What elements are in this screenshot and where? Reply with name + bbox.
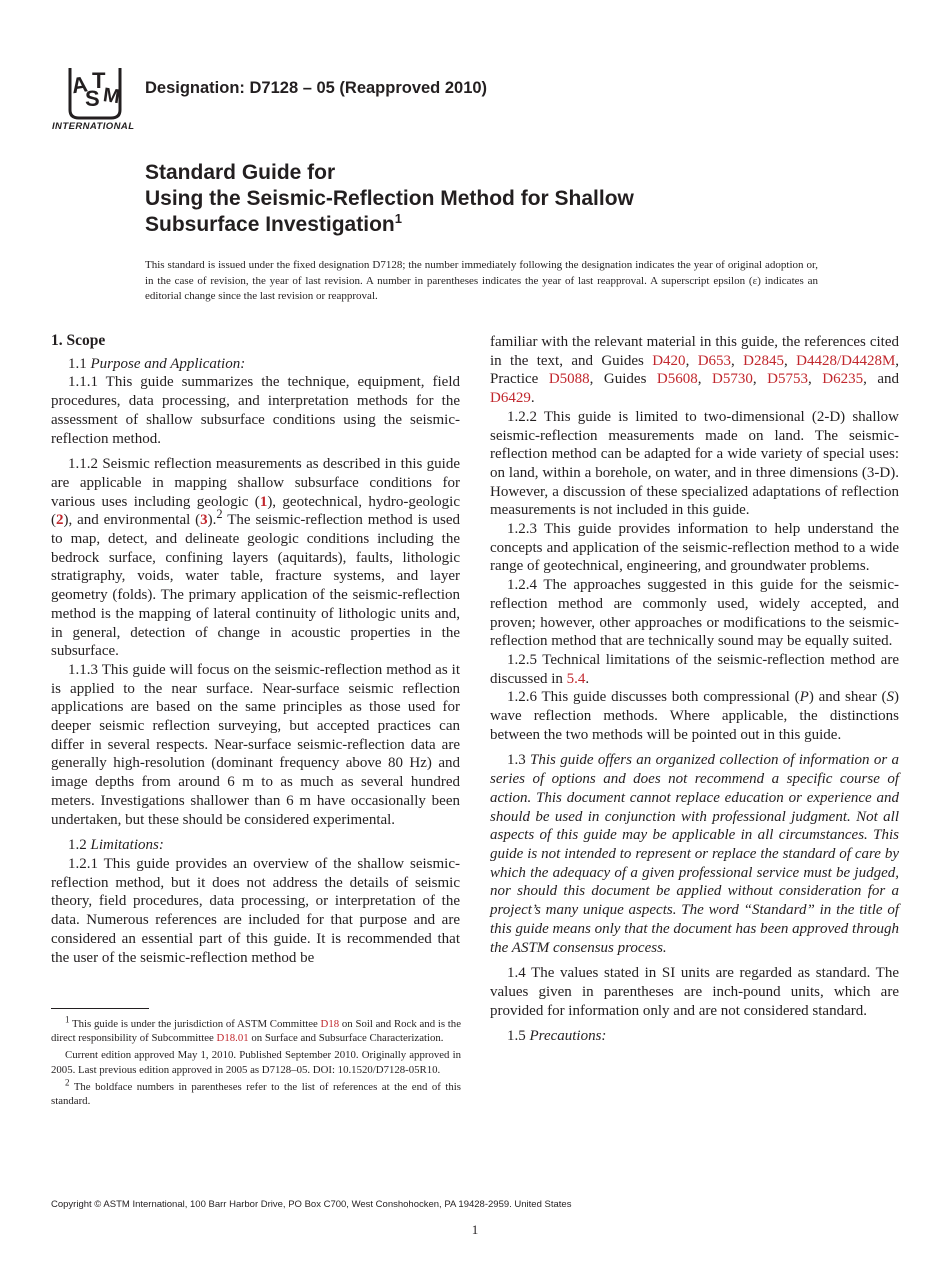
link-d18[interactable]: D18 <box>320 1018 340 1030</box>
link-5-4[interactable]: 5.4 <box>566 670 586 687</box>
footnote-1-edition: Current edition approved May 1, 2010. Published September 2010. Originally approved in 2005. Last previous edition approved in 2005 as D7128–05. DOI: 10.1520/D7128-05R10. <box>51 1049 461 1076</box>
link-d4428[interactable]: D4428/D4428M <box>796 352 896 369</box>
para-1-2-1-cont: familiar with the relevant material in this guide, the references cited in the text, and Guides D420, D653, D2845, D4428/D4428M, Practice D5088, Guides D5608, D5730, D5753, D6235, and D6429. <box>490 334 900 407</box>
svg-text:T: T <box>92 68 106 93</box>
link-d653[interactable]: D653 <box>697 352 732 369</box>
link-d2845[interactable]: D2845 <box>743 352 784 369</box>
subsection-num-1-2: 1.2 <box>68 837 87 854</box>
footnote-1: $^1$ This guide is under the jurisdiction of ASTM Committee D18 on Soil and Rock and is the direct responsibility of Subcommittee D18.01 on Surface and Subsurface Characterization. <box>51 1014 461 1045</box>
ref-link-3[interactable]: 3 <box>200 512 208 529</box>
subsection-num-1-1: 1.1 <box>68 355 87 372</box>
footnote-mark-2: 2 <box>216 507 223 522</box>
subsection-title-1-5: Precautions: <box>529 1028 607 1045</box>
para-1-4: 1.4 The values stated in SI units are regarded as standard. The values given in parentheses are inch-pound units, which are provided for information only and are not considered standard. <box>490 965 899 1019</box>
title-line-2: Using the Seismic-Reflection Method for Shallow <box>145 187 634 210</box>
svg-text:M: M <box>101 84 122 109</box>
ref-link-2[interactable]: 2 <box>56 512 64 529</box>
title-line-3: Subsurface Investigation <box>145 213 395 236</box>
title-line-1: Standard Guide for <box>145 161 336 184</box>
title-footnote-mark: 1 <box>394 211 402 226</box>
footnotes <box>51 1014 461 1111</box>
subsection-title-1-2: Limitations: <box>90 837 164 854</box>
link-d5088[interactable]: D5088 <box>548 371 590 388</box>
para-1-1-3: 1.1.3 This guide will focus on the seismic-reflection method as it is applied to the near surface. Near-surface seismic reflection applications are based on the same principles as those used for deeper seismic reflection surveying, but accepted practices can differ in several respects. Near-surface seismic-reflection data are generally high-resolution (dominant frequency above 80 Hz) and image depths from around 6 m to as much as several hundred meters. Investigations shallower than 6 m have occasionally been undertaken, but these should be considered experimental. <box>51 661 460 828</box>
svg-text:INTERNATIONAL: INTERNATIONAL <box>52 121 134 132</box>
para-1-2-3: 1.2.3 This guide provides information to help understand the concepts and application of the seismic-reflection method to a wide range of geotechnical, engineering, and groundwater problems. <box>490 521 899 575</box>
link-d5730[interactable]: D5730 <box>712 371 753 388</box>
subsection-title-1-1: Purpose and Application: <box>90 355 246 372</box>
section-heading-scope: 1. Scope <box>51 332 106 349</box>
preamble: This standard is issued under the fixed designation D7128; the number immediately following the designation indicates the year of original adoption or, in the case of revision, the year of last revision. A number in parentheses indicates the year of last reapproval. A superscript epsilon (ε) indicates an editorial change since the last revision or reapproval. <box>145 259 818 302</box>
right-column <box>490 333 899 1046</box>
para-1-2-1: 1.2.1 This guide provides an overview of the shallow seismic-reflection method, but it does not address the details of seismic theory, field procedures, data processing, or interpretation of the data. Numerous references are included for that purpose and are considered an essential part of this guide. It is recommended that the user of the seismic-reflection method be <box>51 855 460 966</box>
link-d420[interactable]: D420 <box>652 352 686 369</box>
ref-link-1[interactable]: 1 <box>259 493 268 510</box>
svg-text:A: A <box>70 71 90 99</box>
para-1-1-1: 1.1.1 This guide summarizes the technique, equipment, field procedures, data processing, and interpretation methods for the assessment of shallow subsurface conditions using the seismic-reflection method. <box>51 374 460 447</box>
para-1-1-2: 1.1.2 Seismic reflection measurements as described in this guide are applicable in mapping shallow subsurface conditions for various uses including geologic (1), geotechnical, hydro-geologic (2), and environmental (3).$^2$ The seismic-reflection method is used to map, detect, and delineate geologic conditions including the bedrock surface, confining layers (aquitards), faults, lithologic stratigraphy, voids, water table, fracture systems, and layer geometry (folds). The primary application of the seismic-reflection method is the mapping of lateral continuity of lithologic units and, in general, detection of change in acoustic properties in the subsurface. <box>51 456 460 660</box>
link-d5608[interactable]: D5608 <box>656 371 698 388</box>
copyright: Copyright © ASTM International, 100 Barr Harbor Drive, PO Box C700, West Conshohocken, PA 19428-2959. United States <box>51 1199 572 1210</box>
link-d6429[interactable]: D6429 <box>490 390 531 407</box>
para-1-2-5: 1.2.5 Technical limitations of the seismic-reflection method are discussed in 5.4. <box>490 651 899 687</box>
footnote-2: $^2$ The boldface numbers in parentheses refer to the list of references at the end of this standard. <box>51 1077 461 1108</box>
link-d5753[interactable]: D5753 <box>767 371 808 388</box>
para-1-3: 1.3 This guide offers an organized collection of information or a series of options and does not recommend a specific course of action. This document cannot replace education or experience and should be used in conjunction with professional judgment. Not all aspects of this guide may be applicable in all circumstances. This guide is not intended to represent or replace the standard of care by which the adequacy of a given professional service must be judged, nor should this document be applied without consideration for a project’s many unique aspects. The word “Standard” in the title of this guide means only that the document has been approved through the ASTM consensus process. <box>490 752 899 956</box>
para-1-2-4: 1.2.4 The approaches suggested in this guide for the seismic-reflection method are commonly used, widely accepted, and proven; however, other approaches or modifications to the seismic-reflection method that are technically sound may be equally suited. <box>490 577 899 650</box>
svg-text:S: S <box>85 86 100 111</box>
document-title <box>145 160 634 238</box>
para-1-2-6: 1.2.6 This guide discusses both compressional (P) and shear (S) wave reflection methods. Where applicable, the distinctions between the two methods will be pointed out in this guide. <box>490 689 899 743</box>
designation: Designation: D7128 – 05 (Reapproved 2010) <box>145 79 488 97</box>
para-1-2-2: 1.2.2 This guide is limited to two-dimensional (2-D) shallow seismic-reflection measurements made on land. The seismic-reflection method can be adapted for a wide variety of special uses: on land, within a borehole, on water, and in three dimensions (3-D). However, a discussion of these specialized adaptations of reflection measurements is not included in this guide. <box>490 408 899 519</box>
page-number: 1 <box>471 1222 479 1237</box>
footnote-divider <box>51 1008 149 1009</box>
left-column <box>51 332 460 967</box>
link-d6235[interactable]: D6235 <box>822 371 864 388</box>
astm-logo <box>52 62 136 134</box>
link-d18-01[interactable]: D18.01 <box>216 1032 249 1045</box>
subsection-num-1-5: 1.5 <box>507 1028 526 1045</box>
